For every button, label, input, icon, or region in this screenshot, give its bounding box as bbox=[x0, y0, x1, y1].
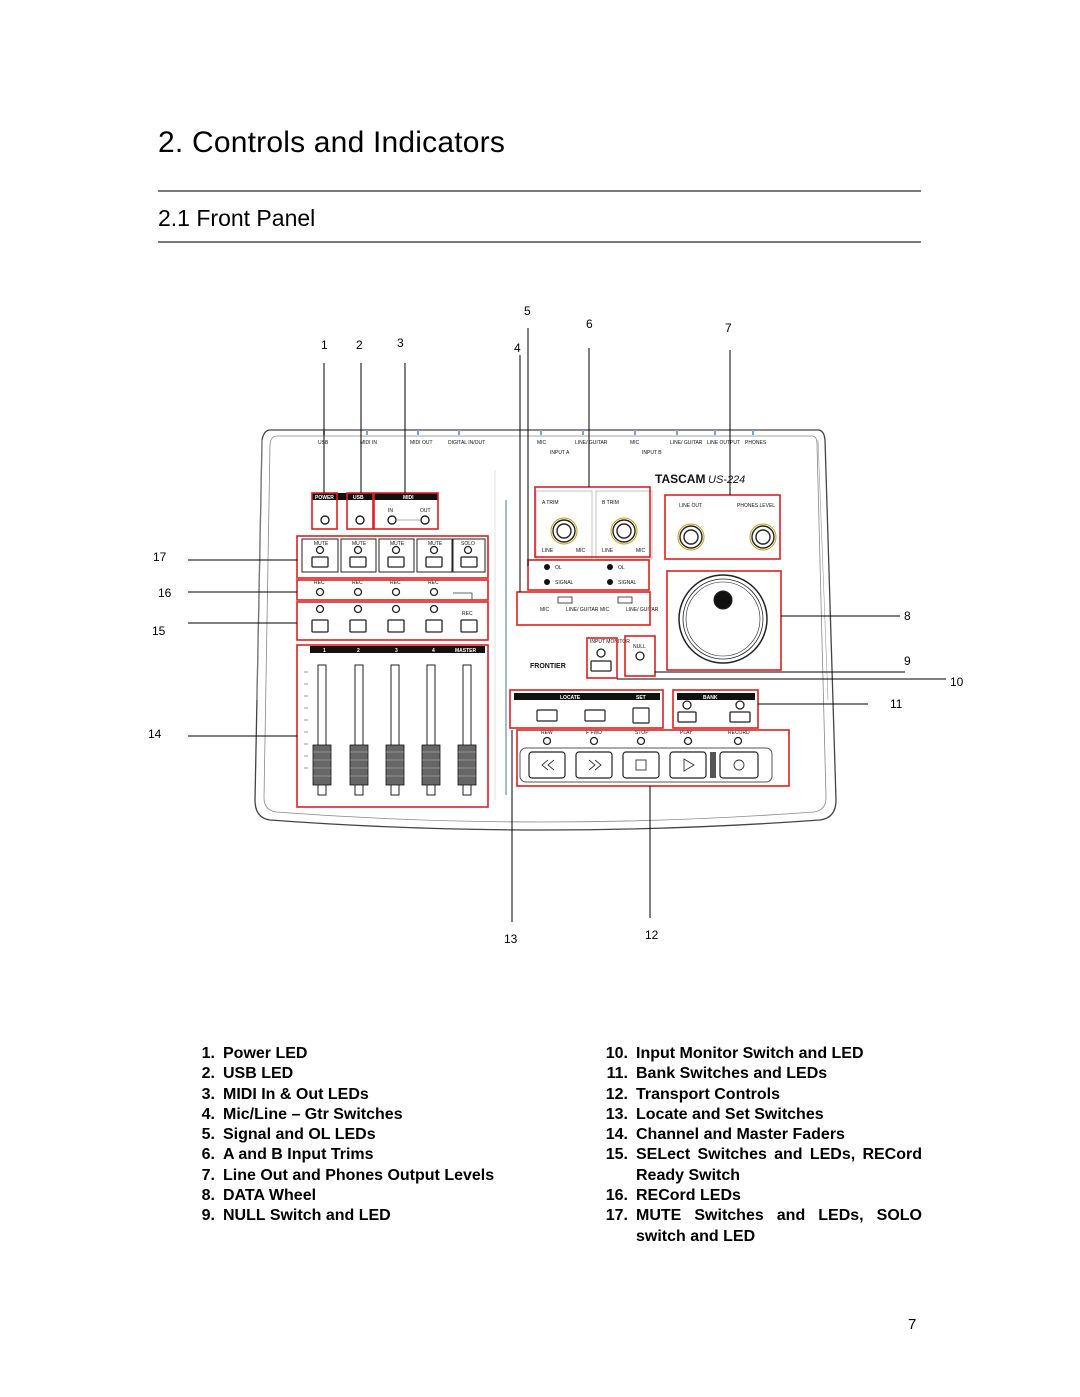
fader-section bbox=[304, 646, 485, 795]
mute-row bbox=[302, 539, 485, 572]
list-item: 13. Locate and Set Switches bbox=[605, 1105, 824, 1123]
jack-label-midi-out: MIDI OUT bbox=[410, 440, 433, 446]
svg-text:US-224: US-224 bbox=[708, 474, 746, 486]
page-title: 2. Controls and Indicators bbox=[158, 126, 506, 159]
input-b-label: INPUT B bbox=[642, 450, 662, 456]
tascam-logo bbox=[655, 472, 745, 486]
svg-text:USB: USB bbox=[353, 495, 364, 501]
jack-label-phones: PHONES bbox=[745, 440, 767, 446]
midi-out-led bbox=[421, 516, 429, 524]
callout-14: 14 bbox=[148, 727, 162, 741]
list-item: 2. USB LED bbox=[201, 1065, 294, 1083]
list-item: 3. MIDI In & Out LEDs bbox=[201, 1085, 369, 1103]
list-item: 10. Input Monitor Switch and LED bbox=[605, 1045, 864, 1062]
monitor-null-section bbox=[530, 639, 646, 671]
power-led bbox=[321, 516, 329, 524]
svg-text:NULL: NULL bbox=[633, 644, 646, 650]
callout-3: 3 bbox=[397, 336, 404, 350]
svg-text:BANK: BANK bbox=[703, 695, 718, 701]
svg-text:SIGNAL: SIGNAL bbox=[618, 580, 637, 586]
callout-6: 6 bbox=[586, 317, 593, 331]
svg-text:2: 2 bbox=[357, 648, 360, 654]
jack-label-mic-b: MIC bbox=[630, 440, 640, 446]
callout-2: 2 bbox=[356, 338, 363, 352]
transport-section bbox=[520, 730, 772, 782]
data-wheel bbox=[679, 575, 767, 663]
svg-text:LINE: LINE bbox=[542, 548, 554, 554]
list-item: 8. DATA Wheel bbox=[201, 1187, 317, 1205]
svg-text:MUTE: MUTE bbox=[390, 541, 405, 547]
output-level-section bbox=[678, 503, 776, 550]
svg-text:A TRIM: A TRIM bbox=[542, 500, 559, 506]
svg-text:1: 1 bbox=[323, 648, 326, 654]
locate-set-section bbox=[514, 693, 660, 723]
jack-label-digital: DIGITAL IN/OUT bbox=[448, 440, 486, 446]
svg-text:IN: IN bbox=[388, 508, 393, 514]
callout-12: 12 bbox=[645, 928, 659, 942]
rec-led-row bbox=[314, 580, 472, 600]
callout-9: 9 bbox=[904, 654, 911, 668]
svg-text:SET: SET bbox=[636, 695, 646, 701]
svg-text:MUTE: MUTE bbox=[314, 541, 329, 547]
list-item: 9. NULL Switch and LED bbox=[201, 1207, 391, 1225]
jack-label-line-a: LINE/ GUITAR bbox=[575, 440, 608, 446]
svg-text:LINE/ GUITAR: LINE/ GUITAR bbox=[626, 607, 659, 613]
callout-7: 7 bbox=[725, 321, 732, 335]
svg-text:4: 4 bbox=[432, 648, 435, 654]
bank-section bbox=[677, 693, 755, 722]
jack-label-line-b: LINE/ GUITAR bbox=[670, 440, 703, 446]
list-item: 15. SELect Switches and LEDs, RECord Ready Switch bbox=[605, 1146, 922, 1184]
svg-text:REC: REC bbox=[352, 580, 363, 586]
svg-text:STOP: STOP bbox=[635, 730, 649, 736]
list-item: 6. A and B Input Trims bbox=[201, 1146, 374, 1164]
svg-text:OL: OL bbox=[618, 565, 625, 571]
top-jack-labels bbox=[318, 430, 767, 456]
svg-text:RECORD: RECORD bbox=[728, 730, 750, 736]
list-item: 11. Bank Switches and LEDs bbox=[606, 1065, 828, 1083]
legend-list-right bbox=[596, 1044, 922, 1247]
svg-text:3: 3 bbox=[395, 648, 398, 654]
svg-text:POWER: POWER bbox=[315, 495, 334, 501]
svg-text:MIC: MIC bbox=[540, 607, 550, 613]
callout-10: 10 bbox=[950, 675, 964, 689]
svg-text:LINE/ GUITAR: LINE/ GUITAR bbox=[566, 607, 599, 613]
list-item: 5. Signal and OL LEDs bbox=[201, 1126, 376, 1144]
svg-text:LINE: LINE bbox=[602, 548, 614, 554]
callout-8: 8 bbox=[904, 609, 911, 623]
callout-5: 5 bbox=[524, 304, 531, 318]
list-item: 4. Mic/Line – Gtr Switches bbox=[201, 1105, 403, 1123]
svg-text:FRONTIER: FRONTIER bbox=[530, 663, 566, 670]
svg-text:PLAY: PLAY bbox=[680, 730, 693, 736]
svg-text:REC: REC bbox=[314, 580, 325, 586]
trim-section bbox=[536, 491, 659, 613]
jack-label-mic-a: MIC bbox=[537, 440, 547, 446]
legend-list-left bbox=[183, 1044, 509, 1227]
callout-17: 17 bbox=[153, 550, 167, 564]
usb-led bbox=[356, 516, 364, 524]
callout-1: 1 bbox=[321, 338, 328, 352]
callout-13: 13 bbox=[504, 932, 518, 946]
status-led-group bbox=[312, 493, 438, 524]
jack-label-usb: USB bbox=[318, 440, 329, 446]
list-item: 16. RECord LEDs bbox=[605, 1187, 741, 1205]
svg-text:MASTER: MASTER bbox=[455, 648, 477, 654]
svg-text:MIC: MIC bbox=[636, 548, 646, 554]
svg-text:MIC: MIC bbox=[600, 607, 610, 613]
select-row bbox=[312, 606, 477, 633]
callout-16: 16 bbox=[158, 586, 172, 600]
svg-text:MIC: MIC bbox=[576, 548, 586, 554]
callout-11: 11 bbox=[890, 697, 903, 711]
list-item: 17. MUTE Switches and LEDs, SOLO switch and LED bbox=[605, 1207, 922, 1245]
svg-text:REC: REC bbox=[390, 580, 401, 586]
svg-text:OUT: OUT bbox=[420, 508, 431, 514]
svg-text:PHONES LEVEL: PHONES LEVEL bbox=[737, 503, 776, 509]
svg-text:MIDI: MIDI bbox=[403, 495, 414, 501]
midi-in-led bbox=[388, 516, 396, 524]
svg-text:LINE OUT: LINE OUT bbox=[679, 503, 703, 509]
svg-text:TASCAM: TASCAM bbox=[655, 472, 706, 486]
svg-text:MUTE: MUTE bbox=[352, 541, 367, 547]
svg-text:SIGNAL: SIGNAL bbox=[555, 580, 574, 586]
jack-label-line-output: LINE OUTPUT bbox=[707, 440, 741, 446]
svg-text:OL: OL bbox=[555, 565, 562, 571]
input-a-label: INPUT A bbox=[550, 450, 570, 456]
callout-4: 4 bbox=[514, 341, 521, 355]
list-item: 14. Channel and Master Faders bbox=[605, 1126, 845, 1144]
svg-text:B TRIM: B TRIM bbox=[602, 500, 619, 506]
svg-text:INPUT MONITOR: INPUT MONITOR bbox=[590, 639, 630, 645]
callout-15: 15 bbox=[152, 624, 166, 638]
list-item: 7. Line Out and Phones Output Levels bbox=[201, 1166, 495, 1184]
list-item: 12. Transport Controls bbox=[605, 1085, 781, 1103]
svg-text:REC: REC bbox=[462, 611, 473, 617]
jack-label-midi-in: MIDI IN bbox=[360, 440, 377, 446]
svg-text:SOLO: SOLO bbox=[461, 541, 475, 547]
section-title: 2.1 Front Panel bbox=[158, 205, 316, 231]
svg-text:REW: REW bbox=[541, 730, 553, 736]
svg-text:LOCATE: LOCATE bbox=[560, 695, 581, 701]
svg-text:F FWD: F FWD bbox=[586, 730, 602, 736]
list-item: 1. Power LED bbox=[201, 1045, 308, 1062]
svg-text:MUTE: MUTE bbox=[428, 541, 443, 547]
page-number: 7 bbox=[908, 1316, 917, 1333]
svg-text:REC: REC bbox=[428, 580, 439, 586]
